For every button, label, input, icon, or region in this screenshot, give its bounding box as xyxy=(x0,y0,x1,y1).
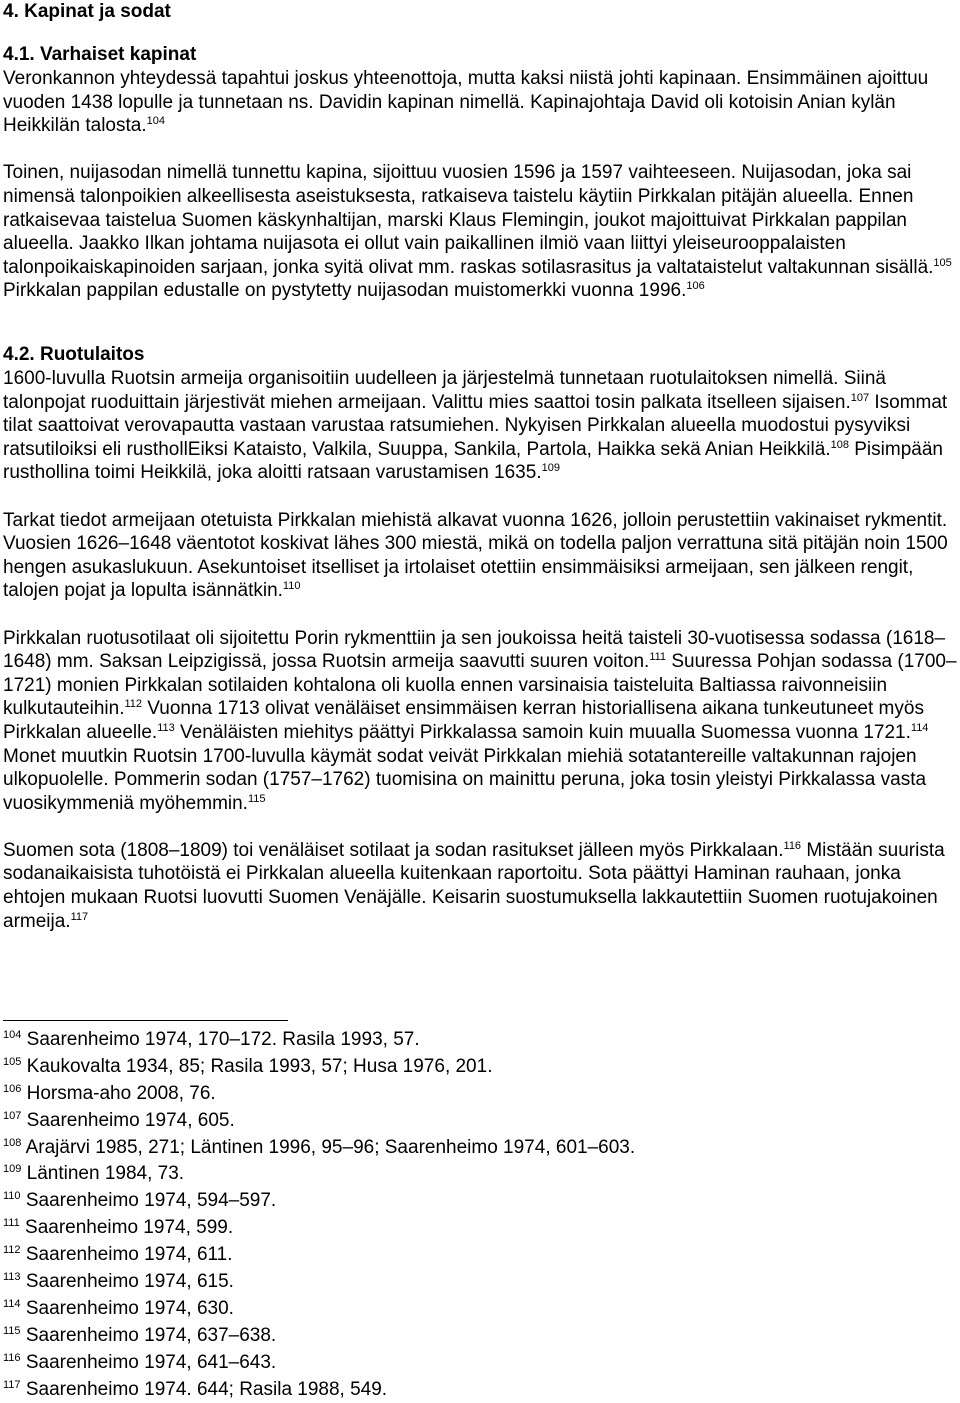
paragraph-text: Monet muutkin Ruotsin 1700-luvulla käymät sodat veivät Pirkkalan miehiä sotatantereille valtakunnan rajojen ulkopuolelle. Pommerin sodan (1757–1762) tuomisina on mainittu peruna, joka tosin yleistyi Pirkkalassa vasta vuosikymmeniä myöhemmin. xyxy=(3,745,927,814)
section-ruotulaitos xyxy=(3,343,957,933)
footnote-text: Saarenheimo 1974, 605. xyxy=(26,1109,235,1131)
footnote xyxy=(3,1377,957,1403)
footnote-ref[interactable]: 114 xyxy=(910,721,929,734)
footnote-text: Saarenheimo 1974, 170–172. Rasila 1993, 57. xyxy=(26,1029,420,1050)
paragraph xyxy=(3,627,957,816)
paragraph-text: Pisimpään rusthollina toimi Heikkilä, joka aloitti ratsaan varustamisen 1635. xyxy=(3,438,943,484)
footnote-ref[interactable]: 112 xyxy=(124,698,143,711)
footnote xyxy=(3,1215,957,1242)
footnote-divider xyxy=(3,1020,288,1021)
footnote-ref[interactable]: 105 xyxy=(933,256,952,269)
footnote-number: 116 xyxy=(3,1351,21,1364)
section-title: 4.1. Varhaiset kapinat xyxy=(3,44,197,65)
footnote-ref[interactable]: 113 xyxy=(157,721,175,734)
paragraph-text: Suomen sota (1808–1809) toi venäläiset sotilaat ja sodan rasitukset jälleen myös Pirkkalaan. xyxy=(3,839,784,861)
footnote-text: Saarenheimo 1974, 641–643. xyxy=(25,1351,277,1373)
paragraph-text: Suuressa Pohjan sodassa (1700–1721) monien Pirkkalan sotilaiden kohtalona oli kuolla ennen varsinaisia taisteluita Baltiassa raivonneisiin kulkutauteihin. xyxy=(3,651,957,720)
footnote-ref[interactable]: 108 xyxy=(830,438,849,451)
footnote xyxy=(3,1269,957,1296)
paragraph-text: Pirkkalan pappilan edustalle on pystytetty nuijasodan muistomerkki vuonna 1996. xyxy=(3,280,687,302)
footnote xyxy=(3,1296,957,1323)
footnote-text: Saarenheimo 1974, 599. xyxy=(25,1217,234,1239)
paragraph xyxy=(3,839,957,933)
paragraph-text: Pirkkalan ruotusotilaat oli sijoitettu Porin rykmenttiin ja sen joukoissa heitä taisteli 30-vuotisessa sodassa (1618–1648) mm. Saksan Leipzigissä, jossa Ruotsin armeija saavutti suuren voiton. xyxy=(3,627,946,673)
footnote-ref[interactable]: 106 xyxy=(686,280,705,293)
paragraph xyxy=(3,509,957,603)
paragraph-text: Vuonna 1713 olivat venäläiset ensimmäisen kerran historiallisena aikana tunkeutuneet myös Pirkkalan alueelle. xyxy=(3,698,924,743)
footnote xyxy=(3,1161,957,1188)
paragraph-text: Mistään suurista sodanaikaisista tuhotöistä ei Pirkkalan alueella kuitenkaan raportoitu. Sota päättyi Haminan rauhaan, jonka ehtojen mukaan Ruotsi luovutti Suomen Venäjälle. Keisarin suostumuksella lakkautettiin Suomen ruotujakoinen armeija. xyxy=(3,839,945,932)
footnote-number: 113 xyxy=(3,1271,21,1284)
footnote xyxy=(3,1027,957,1054)
paragraph xyxy=(3,161,957,303)
footnote xyxy=(3,1323,957,1350)
footnote-number: 105 xyxy=(3,1055,22,1068)
footnote-ref[interactable]: 117 xyxy=(70,910,89,923)
paragraph-text: Venäläisten miehitys päättyi Pirkkalassa samoin kuin muualla Suomessa vuonna 1721. xyxy=(174,721,911,743)
footnote-ref[interactable]: 104 xyxy=(146,115,165,128)
paragraph-text: Toinen, nuijasodan nimellä tunnettu kapina, sijoittuu vuosien 1596 ja 1597 vaihteeseen. Nuijasodan, joka sai nimensä talonpoikien alkeellisesta aseistuksesta, ratkaiseva taistelu käytiin Pirkkalan pitäjän alueella. Ennen ratkaisevaa taistelua Suomen käskynhaltijan, marski Klaus Flemingin, joukot majoittuivat Pirkkalan pappilan alueella. Jaakko Ilkan johtama nuijasota ei ollut vain paikallinen ilmiö vaan liittyi yleiseurooppalaisten talonpoikaiskapinoiden sarjaan, jonka syitä olivat mm. raskas sotilasrasitus ja valtataistelut valtakunnan sisällä. xyxy=(3,162,934,278)
footnote xyxy=(3,1350,957,1377)
footnote-ref[interactable]: 115 xyxy=(247,792,266,805)
footnote-text: Saarenheimo 1974, 630. xyxy=(25,1297,234,1319)
footnote-text: Saarenheimo 1974. 644; Rasila 1988, 549. xyxy=(25,1378,388,1400)
footnote-ref[interactable]: 111 xyxy=(649,651,667,664)
footnote-number: 108 xyxy=(3,1136,22,1149)
paragraph-text: 1600-luvulla Ruotsin armeija organisoitiin uudelleen ja järjestelmä tunnetaan ruotulaitoksen nimellä. Siinä talonpojat ruoduittain järjestivät miehen armeijaan. Valittu mies saattoi tosin palkata itselleen sijaisen. xyxy=(3,368,886,413)
footnote xyxy=(3,1188,957,1215)
footnote-text: Läntinen 1984, 73. xyxy=(26,1163,185,1185)
paragraph-text: Isommat tilat saattoivat verovapautta vastaan varustaa ratsumiehen. Nykyisen Pirkkalan alueella muodostui pysyviksi ratsutiloiksi eli rusthollEiksi Kataisto, Valkila, Suuppa, Sankila, Partola, Haikka sekä Anian Heikkilä. xyxy=(3,391,948,460)
footnote xyxy=(3,1054,957,1081)
footnote xyxy=(3,1135,957,1162)
footnote-text: Horsma-aho 2008, 76. xyxy=(26,1082,216,1104)
footnote-ref[interactable]: 110 xyxy=(282,580,301,593)
footnote-text: Saarenheimo 1974, 611. xyxy=(25,1244,233,1266)
footnote-ref[interactable]: 116 xyxy=(783,839,802,852)
chapter-title: 4. Kapinat ja sodat xyxy=(3,1,171,22)
footnote-number: 110 xyxy=(3,1190,21,1203)
section-early-rebellions xyxy=(3,43,957,303)
footnote-number: 109 xyxy=(3,1163,22,1176)
footnote-ref[interactable]: 107 xyxy=(850,391,870,404)
footnote-ref[interactable]: 109 xyxy=(541,462,560,475)
footnote-text: Saarenheimo 1974, 615. xyxy=(25,1271,234,1293)
footnote-text: Saarenheimo 1974, 594–597. xyxy=(25,1190,277,1212)
footnote-number: 114 xyxy=(3,1297,21,1310)
footnote xyxy=(3,1081,957,1108)
footnote-number: 112 xyxy=(3,1244,21,1257)
paragraph xyxy=(3,67,957,138)
footnote-number: 115 xyxy=(3,1324,21,1337)
footnote-number: 111 xyxy=(3,1217,20,1230)
section-title: 4.2. Ruotulaitos xyxy=(3,344,145,365)
footnote-text: Kaukovalta 1934, 85; Rasila 1993, 57; Husa 1976, 201. xyxy=(26,1055,493,1077)
footnotes xyxy=(3,1027,957,1403)
paragraph xyxy=(3,367,957,485)
footnote xyxy=(3,1108,957,1135)
paragraph-text: Tarkat tiedot armeijaan otetuista Pirkkalan miehistä alkavat vuonna 1626, jolloin perustettiin vakinaiset rykmentit. Vuosien 1626–1648 väentotot koskivat lähes 300 miestä, mikä on todella paljon verrattuna sitä pitäjän noin 1500 hengen asukaslukuun. Asekuntoiset itselliset ja irtolaiset otettiin ensimmäisiksi armeijaan, sen jälkeen rengit, talojen pojat ja lopulta isännätkin. xyxy=(3,509,948,602)
footnote-text: Saarenheimo 1974, 637–638. xyxy=(25,1324,277,1346)
footnote-number: 107 xyxy=(3,1109,22,1122)
footnote-text: Arajärvi 1985, 271; Läntinen 1996, 95–96; Saarenheimo 1974, 601–603. xyxy=(25,1136,636,1158)
footnote-number: 106 xyxy=(3,1082,22,1095)
footnote-number: 104 xyxy=(3,1029,22,1041)
footnote xyxy=(3,1242,957,1269)
footnote-number: 117 xyxy=(3,1378,21,1391)
paragraph-text: Veronkannon yhteydessä tapahtui joskus yhteenottoja, mutta kaksi niistä johti kapinaan. Ensimmäinen ajoittuu vuoden 1438 lopulle ja tunnetaan ns. Davidin kapinan nimellä. Kapinajohtaja David oli kotoisin Anian kylän Heikkilän talosta. xyxy=(3,68,929,137)
